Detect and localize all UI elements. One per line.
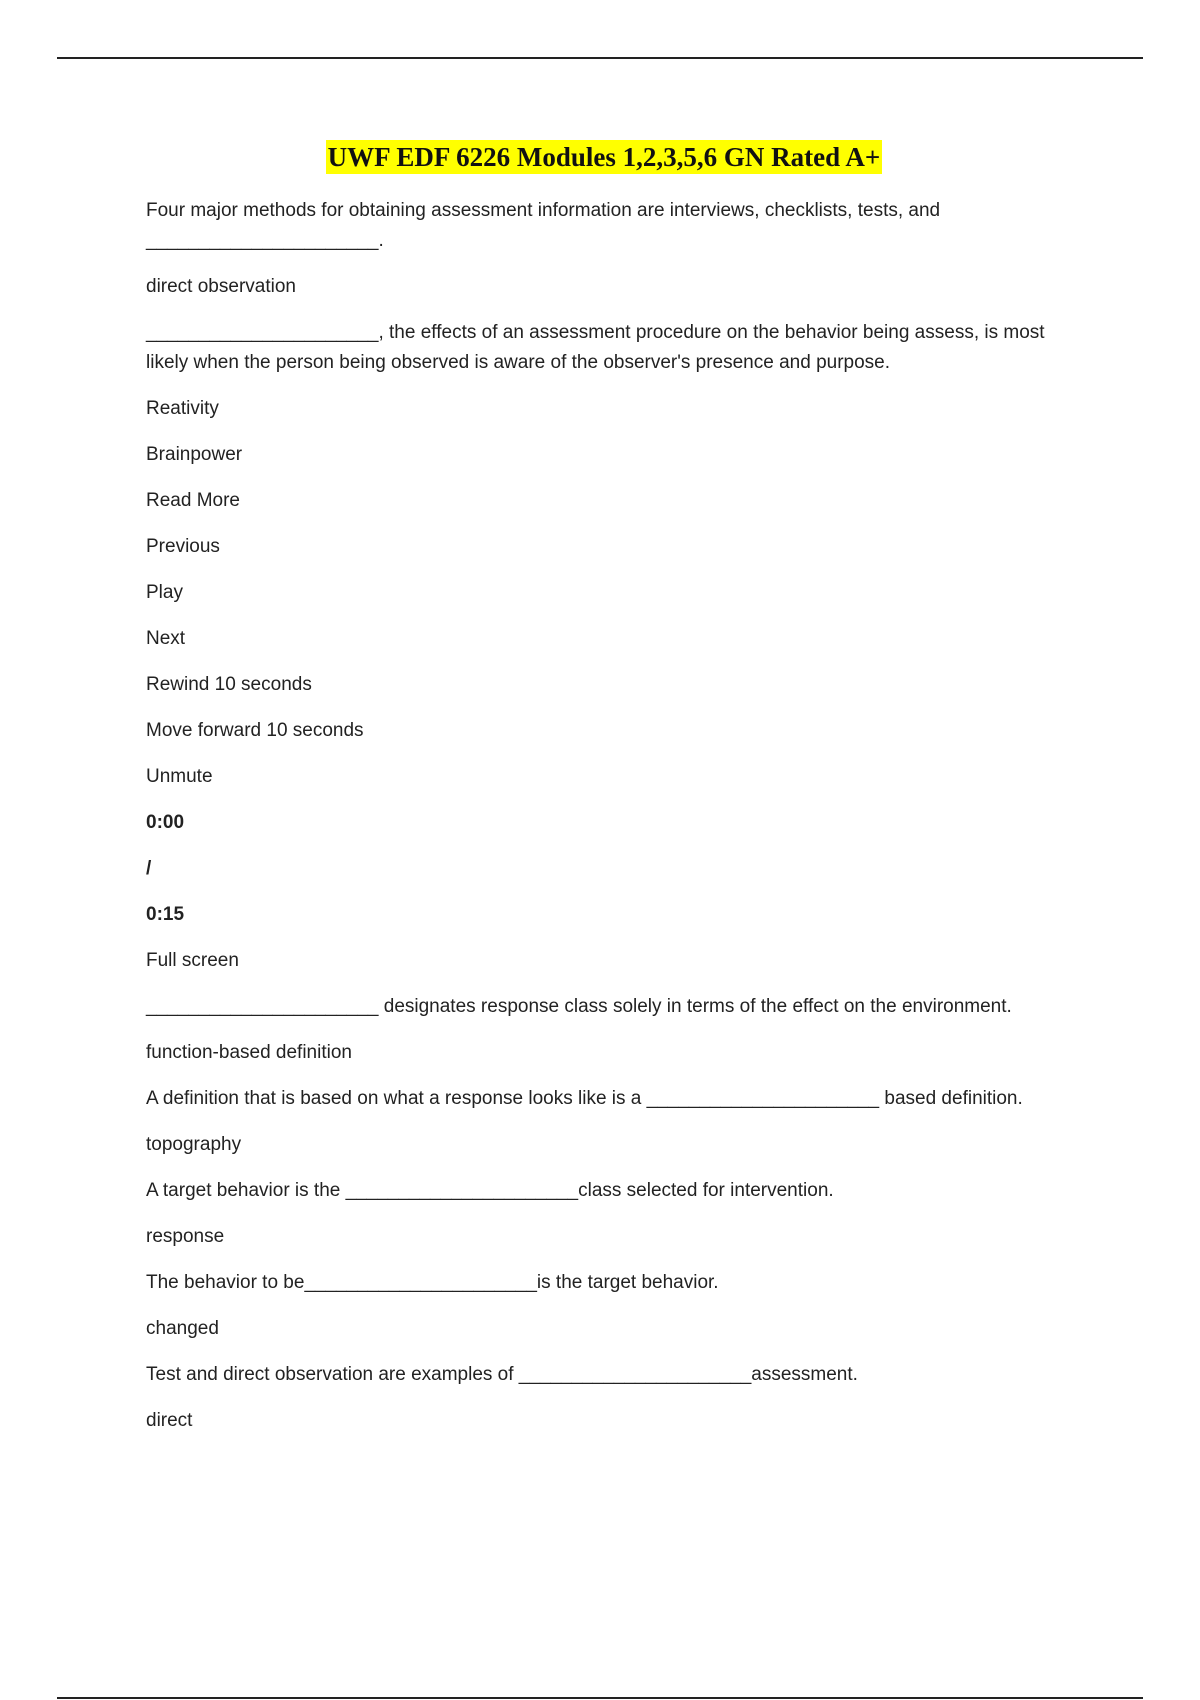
footer-rule [57,1697,1143,1699]
stray-text-play: Play [146,582,183,603]
question-4: A definition that is based on what a response looks like is a ______________________ based definition. [146,1088,1023,1109]
answer-5: response [146,1226,225,1247]
question-6: The behavior to be______________________is the target behavior. [146,1272,719,1293]
stray-text-forward: Move forward 10 seconds [146,720,364,741]
stray-text-time-total: 0:15 [146,904,185,925]
title-wrap [134,140,1074,174]
question-3: ______________________ designates response class solely in terms of the effect on the environment. [146,996,1012,1017]
stray-text-next: Next [146,628,186,649]
document-title: UWF EDF 6226 Modules 1,2,3,5,6 GN Rated A+ [327,142,881,172]
answer-1: direct observation [146,276,296,297]
answer-7: direct [146,1410,193,1431]
header-rule [57,57,1143,59]
stray-text-rewind: Rewind 10 seconds [146,674,312,695]
stray-text-full-screen: Full screen [146,950,239,971]
stray-text-brainpower: Brainpower [146,444,243,465]
document-page [146,140,1086,1452]
answer-4: topography [146,1134,242,1155]
stray-text-unmute: Unmute [146,766,213,787]
question-5: A target behavior is the ______________________class selected for intervention. [146,1180,834,1201]
stray-text-previous: Previous [146,536,220,557]
question-7: Test and direct observation are examples of ______________________assessment. [146,1364,858,1385]
stray-text-read-more: Read More [146,490,240,511]
answer-6: changed [146,1318,219,1339]
question-2: ______________________, the effects of an assessment procedure on the behavior being assess, is most likely when the person being observed is aware of the observer's presence and purpose. [146,322,1045,373]
stray-text-time-current: 0:00 [146,812,185,833]
answer-3: function-based definition [146,1042,352,1063]
stray-text-time-separator: / [146,858,152,879]
answer-2: Reativity [146,398,219,419]
question-1: Four major methods for obtaining assessment information are interviews, checklists, tests, and ______________________. [146,200,941,251]
